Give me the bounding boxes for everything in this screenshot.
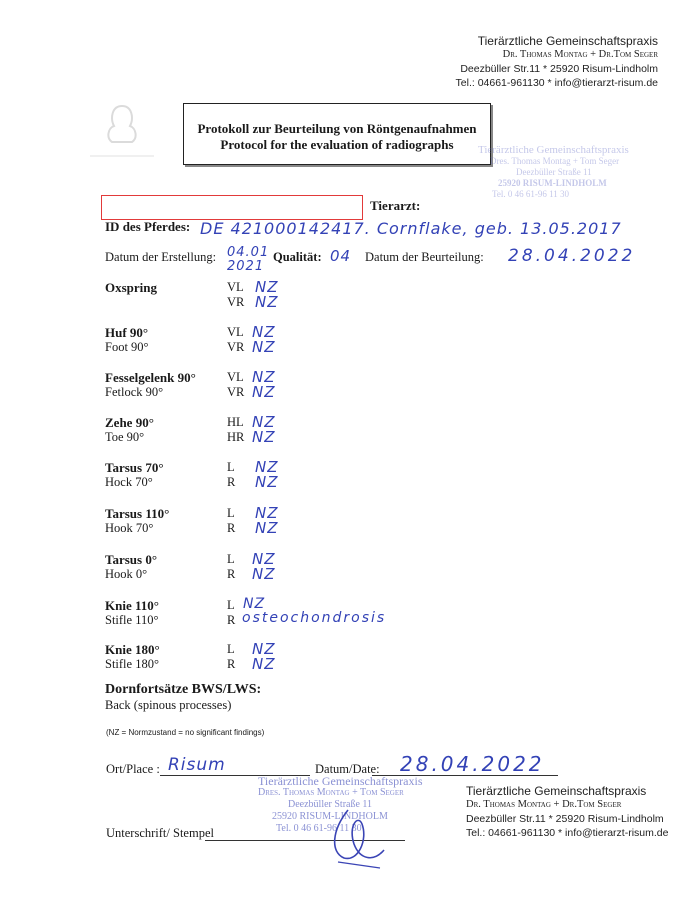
finding-value: NZ	[252, 383, 276, 401]
qualitaet-label: Qualität:	[273, 250, 322, 264]
title-de: Protokoll zur Beurteilung von Röntgenaufnahmen	[197, 121, 477, 136]
clinic-footer-address: Deezbüller Str.11 * 25920 Risum-Lindholm	[466, 813, 664, 825]
side-label: L	[227, 598, 235, 612]
section-title-de: Fesselgelenk 90°	[105, 370, 196, 385]
stamp-bottom-phone: Tel. 0 46 61-96 11 30	[276, 823, 362, 834]
finding-value: NZ	[252, 428, 276, 446]
side-label: L	[227, 460, 235, 474]
section-oxspring	[105, 280, 525, 320]
stamp-top-phone: Tel. 0 46 61-96 11 30	[492, 189, 570, 199]
side-label: VR	[227, 385, 245, 399]
id-value: DE 421000142417. Cornflake, geb. 13.05.2017	[200, 219, 622, 238]
side-label: VL	[227, 280, 244, 294]
clinic-name: Tierärztliche Gemeinschaftspraxis	[477, 34, 658, 48]
tierarzt-label: Tierarzt:	[370, 198, 421, 213]
finding-value: osteochondrosis	[242, 610, 387, 626]
datum-beurteilung-label: Datum der Beurteilung:	[365, 250, 484, 264]
clinic-doctors: Dr. Thomas Montag + Dr.Tom Seger	[502, 49, 658, 60]
section-title-de: Tarsus 70°	[105, 460, 164, 475]
stamp-top-name: Tierärztliche Gemeinschaftspraxis	[478, 144, 629, 156]
section-knie-180	[105, 642, 525, 682]
finding-value: NZ	[255, 293, 279, 311]
clinic-address: Deezbüller Str.11 * 25920 Risum-Lindholm	[460, 63, 658, 75]
clinic-footer-doctors: Dr. Thomas Montag + Dr.Tom Seger	[466, 799, 622, 810]
finding-value: NZ	[252, 368, 276, 386]
dornfortsaetze-subtitle: Back (spinous processes)	[105, 698, 232, 712]
section-fesselgelenk	[105, 370, 525, 410]
finding-value: NZ	[252, 413, 276, 431]
side-label: HR	[227, 430, 245, 444]
stamp-top	[478, 145, 648, 200]
finding-value: NZ	[255, 519, 279, 537]
finding-value: NZ	[255, 473, 279, 491]
stamp-top-city: 25920 RISUM-LINDHOLM	[498, 178, 607, 188]
side-label: VL	[227, 370, 244, 384]
section-title-en: Toe 90°	[105, 430, 145, 444]
section-title-en: Hock 70°	[105, 475, 153, 489]
stamp-bottom-city: 25920 RISUM-LINDHOLM	[272, 811, 388, 822]
side-label: R	[227, 613, 236, 627]
section-tarsus-0	[105, 552, 525, 592]
datum-erstellung-label: Datum der Erstellung:	[105, 250, 217, 264]
title-en: Protocol for the evaluation of radiographs	[220, 137, 454, 152]
ort-label: Ort/Place :	[106, 762, 160, 776]
dornfortsaetze-title: Dornfortsätze BWS/LWS:	[105, 682, 262, 697]
clinic-footer-contact: Tel.: 04661-961130 * info@tierarzt-risum.de	[466, 827, 669, 839]
section-title-de: Tarsus 0°	[105, 552, 158, 567]
datum-beurteilung-value: 28.04.2022	[508, 246, 636, 266]
stamp-top-doctors: Dres. Thomas Montag + Tom Seger	[490, 156, 620, 166]
side-label: L	[227, 642, 235, 656]
qualitaet-value: 04	[330, 247, 352, 265]
finding-value: NZ	[243, 596, 266, 612]
finding-value: NZ	[252, 640, 276, 658]
section-tarsus-70	[105, 460, 525, 500]
redacted-field	[101, 195, 363, 220]
finding-value: NZ	[252, 338, 276, 356]
section-zehe	[105, 415, 525, 455]
side-label: HL	[227, 415, 244, 429]
stamp-bottom-name: Tierärztliche Gemeinschaftspraxis	[258, 774, 423, 788]
section-title-en: Stifle 180°	[105, 657, 159, 671]
stamp-top-street: Deezbüller Straße 11	[516, 167, 592, 177]
finding-value: NZ	[252, 565, 276, 583]
finding-value: NZ	[255, 278, 279, 296]
side-label: R	[227, 657, 236, 671]
section-title-de: Oxspring	[105, 280, 158, 295]
finding-value: NZ	[255, 458, 279, 476]
section-title-de: Tarsus 110°	[105, 506, 170, 521]
clinic-footer	[466, 784, 668, 840]
section-knie-110	[105, 598, 525, 638]
signature-scribble-icon	[318, 800, 398, 872]
section-title-en: Fetlock 90°	[105, 385, 164, 399]
stamp-bottom-doctors: Dres. Thomas Montag + Tom Seger	[258, 787, 404, 798]
section-title-de: Zehe 90°	[105, 415, 154, 430]
nz-note: (NZ = Normzustand = no significant findings)	[106, 728, 265, 737]
title-box	[183, 103, 491, 165]
side-label: R	[227, 521, 236, 535]
side-label: R	[227, 475, 236, 489]
id-label: ID des Pferdes:	[105, 219, 191, 234]
section-huf	[105, 325, 525, 365]
side-label: VL	[227, 325, 244, 339]
section-title-en: Foot 90°	[105, 340, 149, 354]
datum-label: Datum/Date:	[315, 762, 380, 776]
section-title-en: Hook 0°	[105, 567, 148, 581]
section-title-de: Knie 180°	[105, 642, 160, 657]
section-title-en: Stifle 110°	[105, 613, 159, 627]
finding-value: NZ	[255, 504, 279, 522]
section-tarsus-110	[105, 506, 525, 546]
finding-value: NZ	[252, 323, 276, 341]
finding-value: NZ	[252, 655, 276, 673]
finding-value: NZ	[252, 550, 276, 568]
datum-erstellung-value: 04.01 2021	[227, 245, 270, 274]
dornfortsaetze-section	[105, 682, 261, 713]
clinic-footer-name: Tierärztliche Gemeinschaftspraxis	[466, 784, 647, 798]
watermark-logo-icon	[82, 98, 162, 168]
side-label: L	[227, 506, 235, 520]
clinic-contact: Tel.: 04661-961130 * info@tierarzt-risum.de	[455, 77, 658, 89]
clinic-header	[456, 34, 658, 90]
section-title-de: Huf 90°	[105, 325, 149, 340]
side-label: L	[227, 552, 235, 566]
side-label: R	[227, 567, 236, 581]
ort-value: Risum	[168, 755, 226, 775]
stamp-bottom-street: Deezbüller Straße 11	[288, 799, 373, 810]
datum-value: 28.04.2022	[400, 752, 545, 776]
section-title-en: Hook 70°	[105, 521, 154, 535]
section-title-de: Knie 110°	[105, 598, 159, 613]
side-label: VR	[227, 295, 245, 309]
side-label: VR	[227, 340, 245, 354]
unterschrift-label: Unterschrift/ Stempel	[106, 826, 214, 840]
